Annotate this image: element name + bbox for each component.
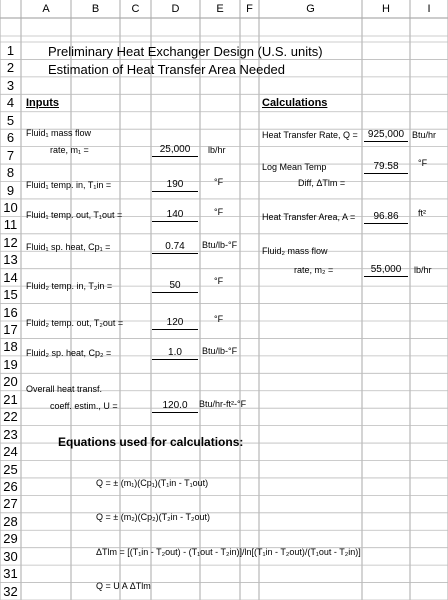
row-header-1[interactable]: 1 <box>6 43 15 58</box>
m2-label-1: Fluid₂ mass flow <box>262 246 328 256</box>
column-header-b[interactable]: B <box>91 3 100 15</box>
equation-3: ΔTlm = [(T₁in - T₂out) - (T₁out - T₂in)]/ln[(T₁in - T₂out)/(T₁out - T₂in)] <box>96 547 361 557</box>
row-header-24[interactable]: 24 <box>3 444 18 460</box>
row-header-17[interactable]: 17 <box>3 322 18 337</box>
row-header-6[interactable]: 6 <box>6 130 15 146</box>
t2in-unit: °F <box>214 276 224 286</box>
inputs-heading: Inputs <box>26 97 59 109</box>
row-header-8[interactable]: 8 <box>6 165 15 181</box>
m2-label-2: rate, m₂ = <box>294 265 334 275</box>
equation-4: Q = U A ΔTlm <box>96 581 151 591</box>
column-header-h[interactable]: H <box>382 3 390 15</box>
row-header-15[interactable]: 15 <box>3 287 18 303</box>
row-header-21[interactable]: 21 <box>3 391 18 407</box>
row-header-32[interactable]: 32 <box>3 583 18 599</box>
mass-flow-unit: lb/hr <box>208 145 226 155</box>
calculations-heading: Calculations <box>262 97 328 109</box>
area-label: Heat Transfer Area, A = <box>262 212 356 222</box>
row-header-3[interactable]: 3 <box>6 77 15 93</box>
u-unit: Btu/hr-ft²-°F <box>199 399 247 409</box>
column-header-f[interactable]: F <box>246 3 253 15</box>
column-header-g[interactable]: G <box>306 3 315 15</box>
row-header-10[interactable]: 10 <box>3 199 18 215</box>
row-header-27[interactable]: 27 <box>3 496 18 512</box>
q-cell[interactable]: 925,000 <box>364 128 408 142</box>
column-header-i[interactable]: I <box>427 3 431 15</box>
lmtd-label-2: Diff, ΔTlm = <box>298 178 346 188</box>
area-unit: ft² <box>418 208 426 218</box>
equation-2: Q = ± (m₂)(Cp₂)(T₂in - T₂out) <box>96 512 211 522</box>
column-header-e[interactable]: E <box>216 3 224 15</box>
cp1-cell[interactable]: 0.74 <box>152 240 198 254</box>
row-header-28[interactable]: 28 <box>3 513 18 529</box>
u-label-1: Overall heat transf. <box>26 384 103 394</box>
row-header-20[interactable]: 20 <box>3 374 18 390</box>
mass-flow-cell[interactable]: 25,000 <box>152 143 198 157</box>
cp2-label: Fluid₂ sp. heat, Cp₂ = <box>26 348 112 358</box>
row-header-5[interactable]: 5 <box>6 112 15 128</box>
cp1-unit: Btu/lb-°F <box>202 240 238 250</box>
column-header-a[interactable]: A <box>42 3 50 15</box>
lmtd-cell[interactable]: 79.58 <box>364 160 408 174</box>
row-header-30[interactable]: 30 <box>3 548 18 564</box>
q-label: Heat Transfer Rate, Q = <box>262 130 358 140</box>
u-label-2: coeff. estim., U = <box>50 401 118 411</box>
row-header-11[interactable]: 11 <box>3 217 18 233</box>
t2in-label: Fluid₂ temp. in, T₂in = <box>26 281 113 291</box>
row-header-7[interactable]: 7 <box>6 147 15 163</box>
row-header-12[interactable]: 12 <box>3 234 18 250</box>
row-header-4[interactable]: 4 <box>6 95 15 111</box>
cp2-cell[interactable]: 1.0 <box>152 346 198 360</box>
column-header-c[interactable]: C <box>131 3 140 15</box>
mass-flow-label-2: rate, m₁ = <box>50 145 89 155</box>
column-header-d[interactable]: D <box>171 3 180 15</box>
t1in-label: Fluid₁ temp. in, T₁in = <box>26 180 112 190</box>
m2-cell[interactable]: 55,000 <box>364 263 408 277</box>
area-cell[interactable]: 96.86 <box>364 210 408 224</box>
t1out-unit: °F <box>214 207 224 217</box>
row-header-18[interactable]: 18 <box>3 339 18 355</box>
t2out-unit: °F <box>214 314 224 324</box>
row-header-31[interactable]: 31 <box>3 566 18 582</box>
row-header-9[interactable]: 9 <box>6 182 15 198</box>
row-header-22[interactable]: 22 <box>3 409 18 425</box>
lmtd-unit: °F <box>418 158 428 168</box>
t2in-cell[interactable]: 50 <box>152 279 198 293</box>
lmtd-label-1: Log Mean Temp <box>262 162 327 172</box>
title-line-2: Estimation of Heat Transfer Area Needed <box>48 62 286 77</box>
cp1-label: Fluid₁ sp. heat, Cp₁ = <box>26 242 111 252</box>
row-header-29[interactable]: 29 <box>3 531 18 547</box>
row-header-25[interactable]: 25 <box>3 461 18 477</box>
mass-flow-label-1: Fluid₁ mass flow <box>26 128 92 138</box>
t2out-cell[interactable]: 120 <box>152 316 198 330</box>
cp2-unit: Btu/lb-°F <box>202 346 238 356</box>
q-unit: Btu/hr <box>412 130 437 140</box>
equations-heading: Equations used for calculations: <box>58 435 244 449</box>
row-header-13[interactable]: 13 <box>3 252 18 268</box>
row-header-16[interactable]: 16 <box>3 304 18 320</box>
t1out-label: Fluid₁ temp. out, T₁out = <box>26 210 123 220</box>
t1in-cell[interactable]: 190 <box>152 178 198 192</box>
equation-1: Q = ± (m₁)(Cp₁)(T₁in - T₁out) <box>96 478 209 488</box>
u-cell[interactable]: 120.0 <box>152 399 198 413</box>
row-header-2[interactable]: 2 <box>6 60 15 76</box>
row-header-14[interactable]: 14 <box>3 269 18 285</box>
t2out-label: Fluid₂ temp. out, T₂out = <box>26 318 124 328</box>
row-header-23[interactable]: 23 <box>3 426 18 442</box>
row-header-19[interactable]: 19 <box>3 356 18 372</box>
row-header-26[interactable]: 26 <box>3 478 18 494</box>
t1out-cell[interactable]: 140 <box>152 208 198 222</box>
title-line-1: Preliminary Heat Exchanger Design (U.S. units) <box>48 44 323 59</box>
m2-unit: lb/hr <box>414 265 432 275</box>
t1in-unit: °F <box>214 177 224 187</box>
